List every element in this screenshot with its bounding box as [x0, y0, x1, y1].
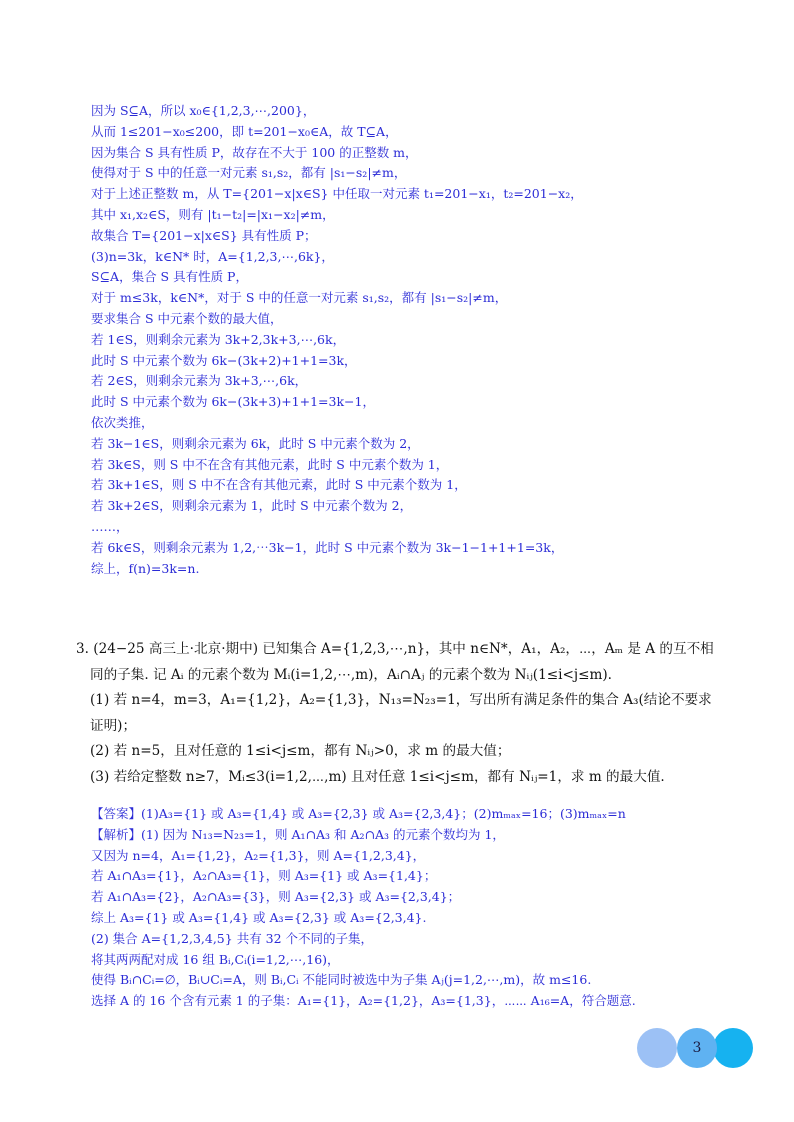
solution-line: 若 6k∈S，则剩余元素为 1,2,⋯3k−1，此时 S 中元素个数为 3k−1−1+1+1=3k，: [91, 539, 564, 555]
solution-line: 要求集合 S 中元素个数的最大值，: [91, 310, 283, 326]
solution-line: 因为 S⊆A，所以 x₀∈{1,2,3,⋯,200}，: [91, 103, 316, 118]
analysis-line: 若 A₁∩A₃={1}，A₂∩A₃={1}，则 A₃={1} 或 A₃={1,4}；: [91, 868, 437, 884]
problem-statement-line: 同的子集. 记 Aᵢ 的元素个数为 Mᵢ(i=1,2,⋯,m)，Aᵢ∩Aⱼ 的元素个数为 Nᵢⱼ(1≤i<j≤m).: [90, 666, 612, 683]
solution-line: 若 3k−1∈S，则剩余元素为 6k，此时 S 中元素个数为 2，: [91, 435, 420, 451]
problem-part-3: (3) 若给定整数 n≥7，Mᵢ≤3(i=1,2,⋯,m) 且对任意 1≤i<j≤m，都有 Nᵢⱼ=1，求 m 的最大值.: [90, 768, 665, 785]
answer-and-analysis: [91, 804, 636, 1012]
analysis-line: 又因为 n=4，A₁={1,2}，A₂={1,3}，则 A={1,2,3,4}，: [91, 847, 426, 863]
solution-line: 若 3k+2∈S，则剩余元素为 1，此时 S 中元素个数为 2，: [91, 498, 413, 514]
problem-3: [76, 637, 756, 790]
solution-line: 若 1∈S，则剩余元素为 3k+2,3k+3,⋯,6k，: [91, 331, 346, 347]
page-number-badge: [637, 1028, 753, 1068]
solution-line: 对于 m≤3k，k∈N*，对于 S 中的任意一对元素 s₁,s₂，都有 |s₁−s₂|≠m，: [91, 290, 508, 306]
solution-line: ……，: [91, 518, 129, 534]
solution-line: S⊆A，集合 S 具有性质 P，: [91, 269, 248, 285]
solution-line: 此时 S 中元素个数为 6k−(3k+3)+1+1=3k−1，: [91, 394, 375, 410]
analysis-line: 使得 Bᵢ∩Cᵢ=∅，Bᵢ∪Cᵢ=A，则 Bᵢ,Cᵢ 不能同时被选中为子集 Aⱼ(j=1,2,⋯,m)，故 m≤16.: [91, 972, 592, 988]
solution-line: 使得对于 S 中的任意一对元素 s₁,s₂，都有 |s₁−s₂|≠m，: [91, 165, 407, 181]
answer-line: 【答案】(1)A₃={1} 或 A₃={1,4} 或 A₃={2,3} 或 A₃={2,3,4}；(2)mₘₐₓ=16；(3)mₘₐₓ=n: [91, 806, 626, 821]
solution-line: 若 3k∈S，则 S 中不在含有其他元素，此时 S 中元素个数为 1，: [91, 456, 449, 472]
solution-continuation: [91, 101, 583, 579]
problem-part-1-cont: 证明)；: [90, 717, 137, 734]
problem-part-2: (2) 若 n=5，且对任意的 1≤i<j≤m，都有 Nᵢⱼ>0，求 m 的最大值；: [90, 743, 511, 759]
solution-line: 其中 x₁,x₂∈S，则有 |t₁−t₂|=|x₁−x₂|≠m，: [91, 206, 335, 222]
analysis-line: 将其两两配对成 16 组 Bᵢ,Cᵢ(i=1,2,⋯,16)，: [91, 951, 340, 967]
problem-part-1: (1) 若 n=4，m=3，A₁={1,2}，A₂={1,3}，N₁₃=N₂₃=1，写出所有满足条件的集合 A₃(结论不要求: [90, 692, 712, 708]
solution-line: (3)n=3k，k∈N* 时，A={1,2,3,⋯,6k}，: [91, 248, 334, 264]
analysis-line: (2) 集合 A={1,2,3,4,5} 共有 32 个不同的子集，: [91, 930, 374, 946]
solution-line: 因为集合 S 具有性质 P，故存在不大于 100 的正整数 m，: [91, 144, 418, 160]
solution-line: 综上，f(n)=3k=n.: [91, 560, 200, 576]
analysis-line: 若 A₁∩A₃={2}，A₂∩A₃={3}，则 A₃={2,3} 或 A₃={2,3,4}；: [91, 889, 461, 905]
analysis-line: 选择 A 的 16 个含有元素 1 的子集：A₁={1}，A₂={1,2}，A₃={1,3}，⋯⋯ A₁₆=A，符合题意.: [91, 993, 636, 1009]
solution-line: 对于上述正整数 m，从 T={201−x|x∈S} 中任取一对元素 t₁=201−x₁，t₂=201−x₂，: [91, 186, 583, 202]
analysis-line: 【解析】(1) 因为 N₁₃=N₂₃=1，则 A₁∩A₃ 和 A₂∩A₃ 的元素个数均为 1，: [91, 826, 505, 842]
problem-statement-line: 3. (24−25 高三上·北京·期中) 已知集合 A={1,2,3,⋯,n}，其中 n∈N*，A₁，A₂，⋯，Aₘ 是 A 的互不相: [76, 641, 714, 657]
analysis-line: 综上 A₃={1} 或 A₃={1,4} 或 A₃={2,3} 或 A₃={2,3,4}.: [91, 909, 427, 925]
solution-line: 若 3k+1∈S，则 S 中不在含有其他元素，此时 S 中元素个数为 1，: [91, 477, 467, 493]
decorative-circle-left: [637, 1028, 677, 1068]
solution-line: 依次类推，: [91, 414, 154, 430]
solution-line: 此时 S 中元素个数为 6k−(3k+2)+1+1=3k，: [91, 352, 357, 368]
page-number: 3: [692, 1040, 702, 1056]
solution-line: 故集合 T={201−x|x∈S} 具有性质 P；: [91, 227, 317, 243]
solution-line: 若 2∈S，则剩余元素为 3k+3,⋯,6k，: [91, 373, 308, 389]
solution-line: 从而 1≤201−x₀≤200，即 t=201−x₀∈A，故 T⊆A，: [91, 123, 398, 139]
decorative-circle-right: [713, 1028, 753, 1068]
